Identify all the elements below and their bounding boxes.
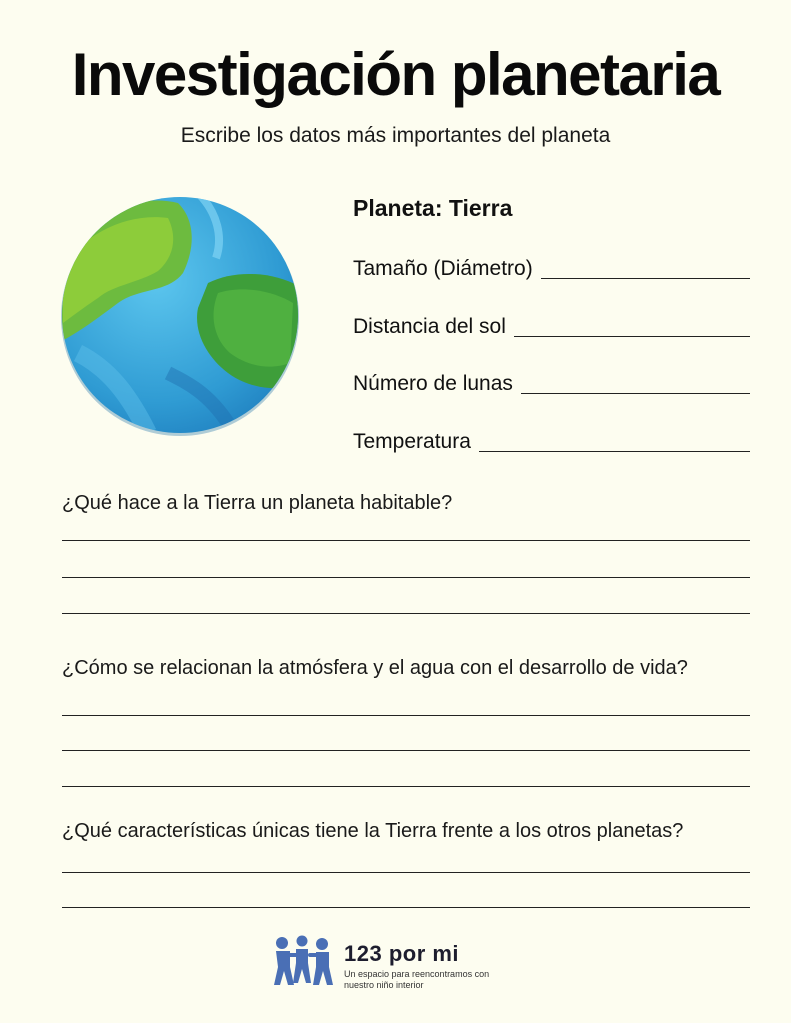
diameter-label: Tamaño (Diámetro) — [353, 257, 533, 280]
sun-distance-field — [353, 310, 750, 340]
sun-distance-label: Distancia del sol — [353, 315, 506, 338]
earth-illustration — [58, 193, 302, 437]
temperature-field — [353, 425, 750, 455]
answer-line[interactable] — [62, 786, 750, 787]
question-unique-features: ¿Qué características únicas tiene la Tierra frente a los otros planetas? — [62, 820, 684, 842]
temperature-blank-line[interactable] — [479, 451, 750, 452]
answer-line[interactable] — [62, 540, 750, 541]
footer-brand — [272, 935, 532, 995]
answer-line[interactable] — [62, 715, 750, 716]
children-logo-icon — [272, 935, 334, 991]
brand-name: 123 por mi — [344, 941, 460, 966]
planet-name-heading: Planeta: Tierra — [353, 195, 513, 221]
answer-line[interactable] — [62, 613, 750, 614]
question-atmosphere-water: ¿Cómo se relacionan la atmósfera y el agua con el desarrollo de vida? — [62, 657, 688, 679]
answer-line[interactable] — [62, 872, 750, 873]
page-subtitle: Escribe los datos más importantes del planeta — [180, 124, 611, 147]
diameter-blank-line[interactable] — [541, 278, 750, 279]
answer-line[interactable] — [62, 577, 750, 578]
moons-label: Número de lunas — [353, 372, 513, 395]
page-title: Investigación planetaria — [71, 41, 720, 108]
sun-distance-blank-line[interactable] — [514, 336, 750, 337]
question-habitable: ¿Qué hace a la Tierra un planeta habitable? — [62, 492, 453, 514]
answer-line[interactable] — [62, 750, 750, 751]
brand-tagline: Un espacio para reencontramos con nuestro niño interior — [344, 969, 490, 990]
moons-field — [353, 367, 750, 397]
answer-line[interactable] — [62, 907, 750, 908]
temperature-label: Temperatura — [353, 430, 471, 453]
moons-blank-line[interactable] — [521, 393, 750, 394]
diameter-field — [353, 252, 750, 282]
